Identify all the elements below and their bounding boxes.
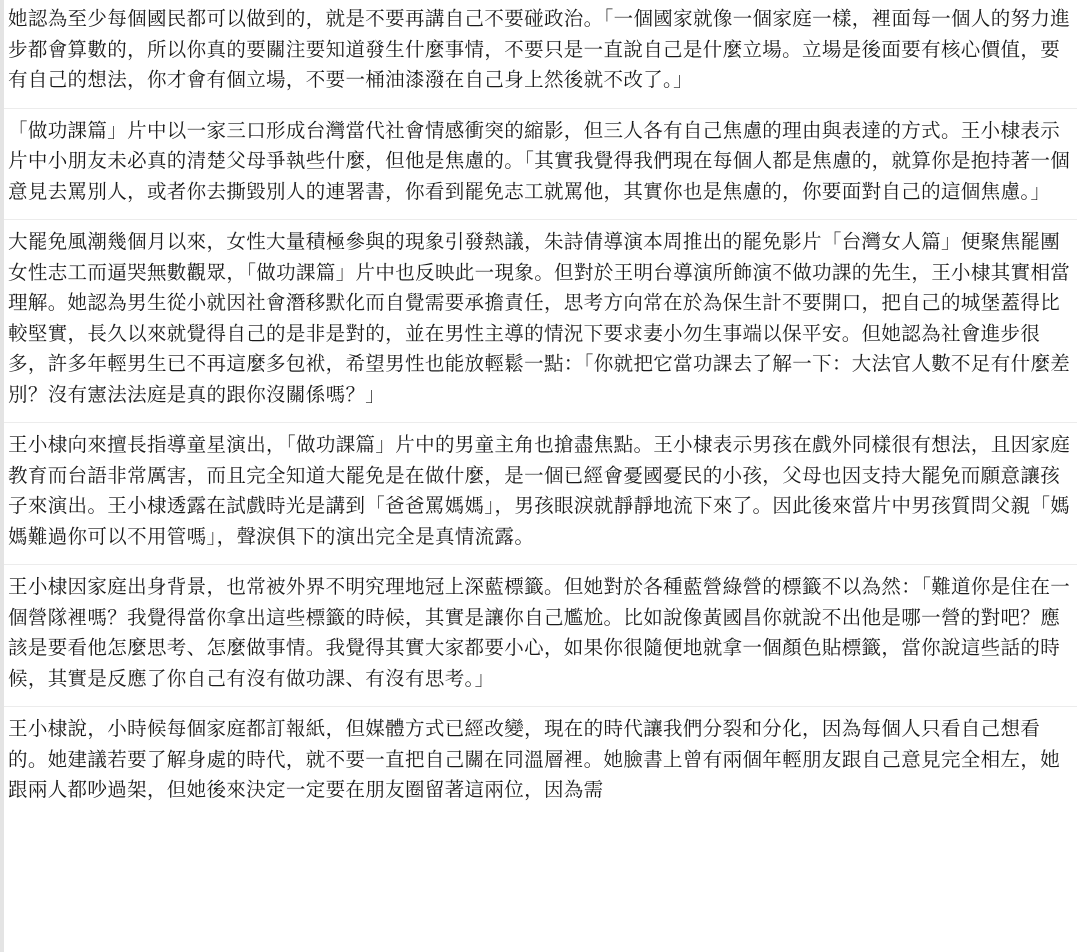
article-paragraph: 王小棣說，小時候每個家庭都訂報紙，但媒體方式已經改變，現在的時代讓我們分裂和分化，因為每個人只看自己想看的。她建議若要了解身處的時代，就不要一直把自己關在同溫層裡。她臉書上曾有兩個年輕朋友跟自己意見完全相左，她跟兩人都吵過架，但她後來決定一定要在朋友圈留著這兩位，因為需 (4, 706, 1077, 806)
article-paragraph: 「做功課篇」片中以一家三口形成台灣當代社會情感衝突的縮影，但三人各有自己焦慮的理由與表達的方式。王小棣表示片中小朋友未必真的清楚父母爭執些什麼，但他是焦慮的。「其實我覺得我們現在每個人都是焦慮的，就算你是抱持著一個意見去罵別人，或者你去撕毀別人的連署書，你看到罷免志工就罵他，其實你也是焦慮的，你要面對自己的這個焦慮。」 (4, 108, 1077, 208)
article-paragraph: 王小棣向來擅長指導童星演出，「做功課篇」片中的男童主角也搶盡焦點。王小棣表示男孩在戲外同樣很有想法，且因家庭教育而台語非常厲害，而且完全知道大罷免是在做什麼，是一個已經會憂國憂民的小孩，父母也因支持大罷免而願意讓孩子來演出。王小棣透露在試戲時光是講到「爸爸罵媽媽」，男孩眼淚就靜靜地流下來了。因此後來當片中男孩質問父親「媽媽難過你可以不用管嗎」，聲淚俱下的演出完全是真情流露。 (4, 422, 1077, 552)
article-paragraph: 她認為至少每個國民都可以做到的，就是不要再講自己不要碰政治。「一個國家就像一個家庭一樣，裡面每一個人的努力進步都會算數的，所以你真的要關注要知道發生什麼事情，不要只是一直說自己是什麼立場。立場是後面要有核心價值，要有自己的想法，你才會有個立場，不要一桶油漆潑在自己身上然後就不改了。」 (8, 7, 1071, 91)
article-body (4, 0, 1077, 952)
article-paragraph: 王小棣因家庭出身背景，也常被外界不明究理地冠上深藍標籤。但她對於各種藍營綠營的標籤不以為然：「難道你是住在一個營隊裡嗎？我覺得當你拿出這些標籤的時候，其實是讓你自己尷尬。比如說像黃國昌你就說不出他是哪一營的對吧？應該是要看他怎麼思考、怎麼做事情。我覺得其實大家都要小心，如果你很隨便地就拿一個顏色貼標籤，當你說這些話的時候，其實是反應了你自己有沒有做功課、有沒有思考。」 (4, 564, 1077, 694)
article-paragraph: 大罷免風潮幾個月以來，女性大量積極參與的現象引發熱議，朱詩倩導演本周推出的罷免影片「台灣女人篇」便聚焦罷團女性志工而逼哭無數觀眾，「做功課篇」片中也反映此一現象。但對於王明台導演所飾演不做功課的先生，王小棣其實相當理解。她認為男生從小就因社會潛移默化而自覺需要承擔責任，思考方向常在於為保生計不要開口，把自己的城堡蓋得比較堅實，長久以來就覺得自己的是非是對的，並在男性主導的情況下要求妻小勿生事端以保平安。但她認為社會進步很多，許多年輕男生已不再這麼多包袱，希望男性也能放輕鬆一點：「你就把它當功課去了解一下：大法官人數不足有什麼差別？沒有憲法法庭是真的跟你沒關係嗎？」 (4, 219, 1077, 410)
